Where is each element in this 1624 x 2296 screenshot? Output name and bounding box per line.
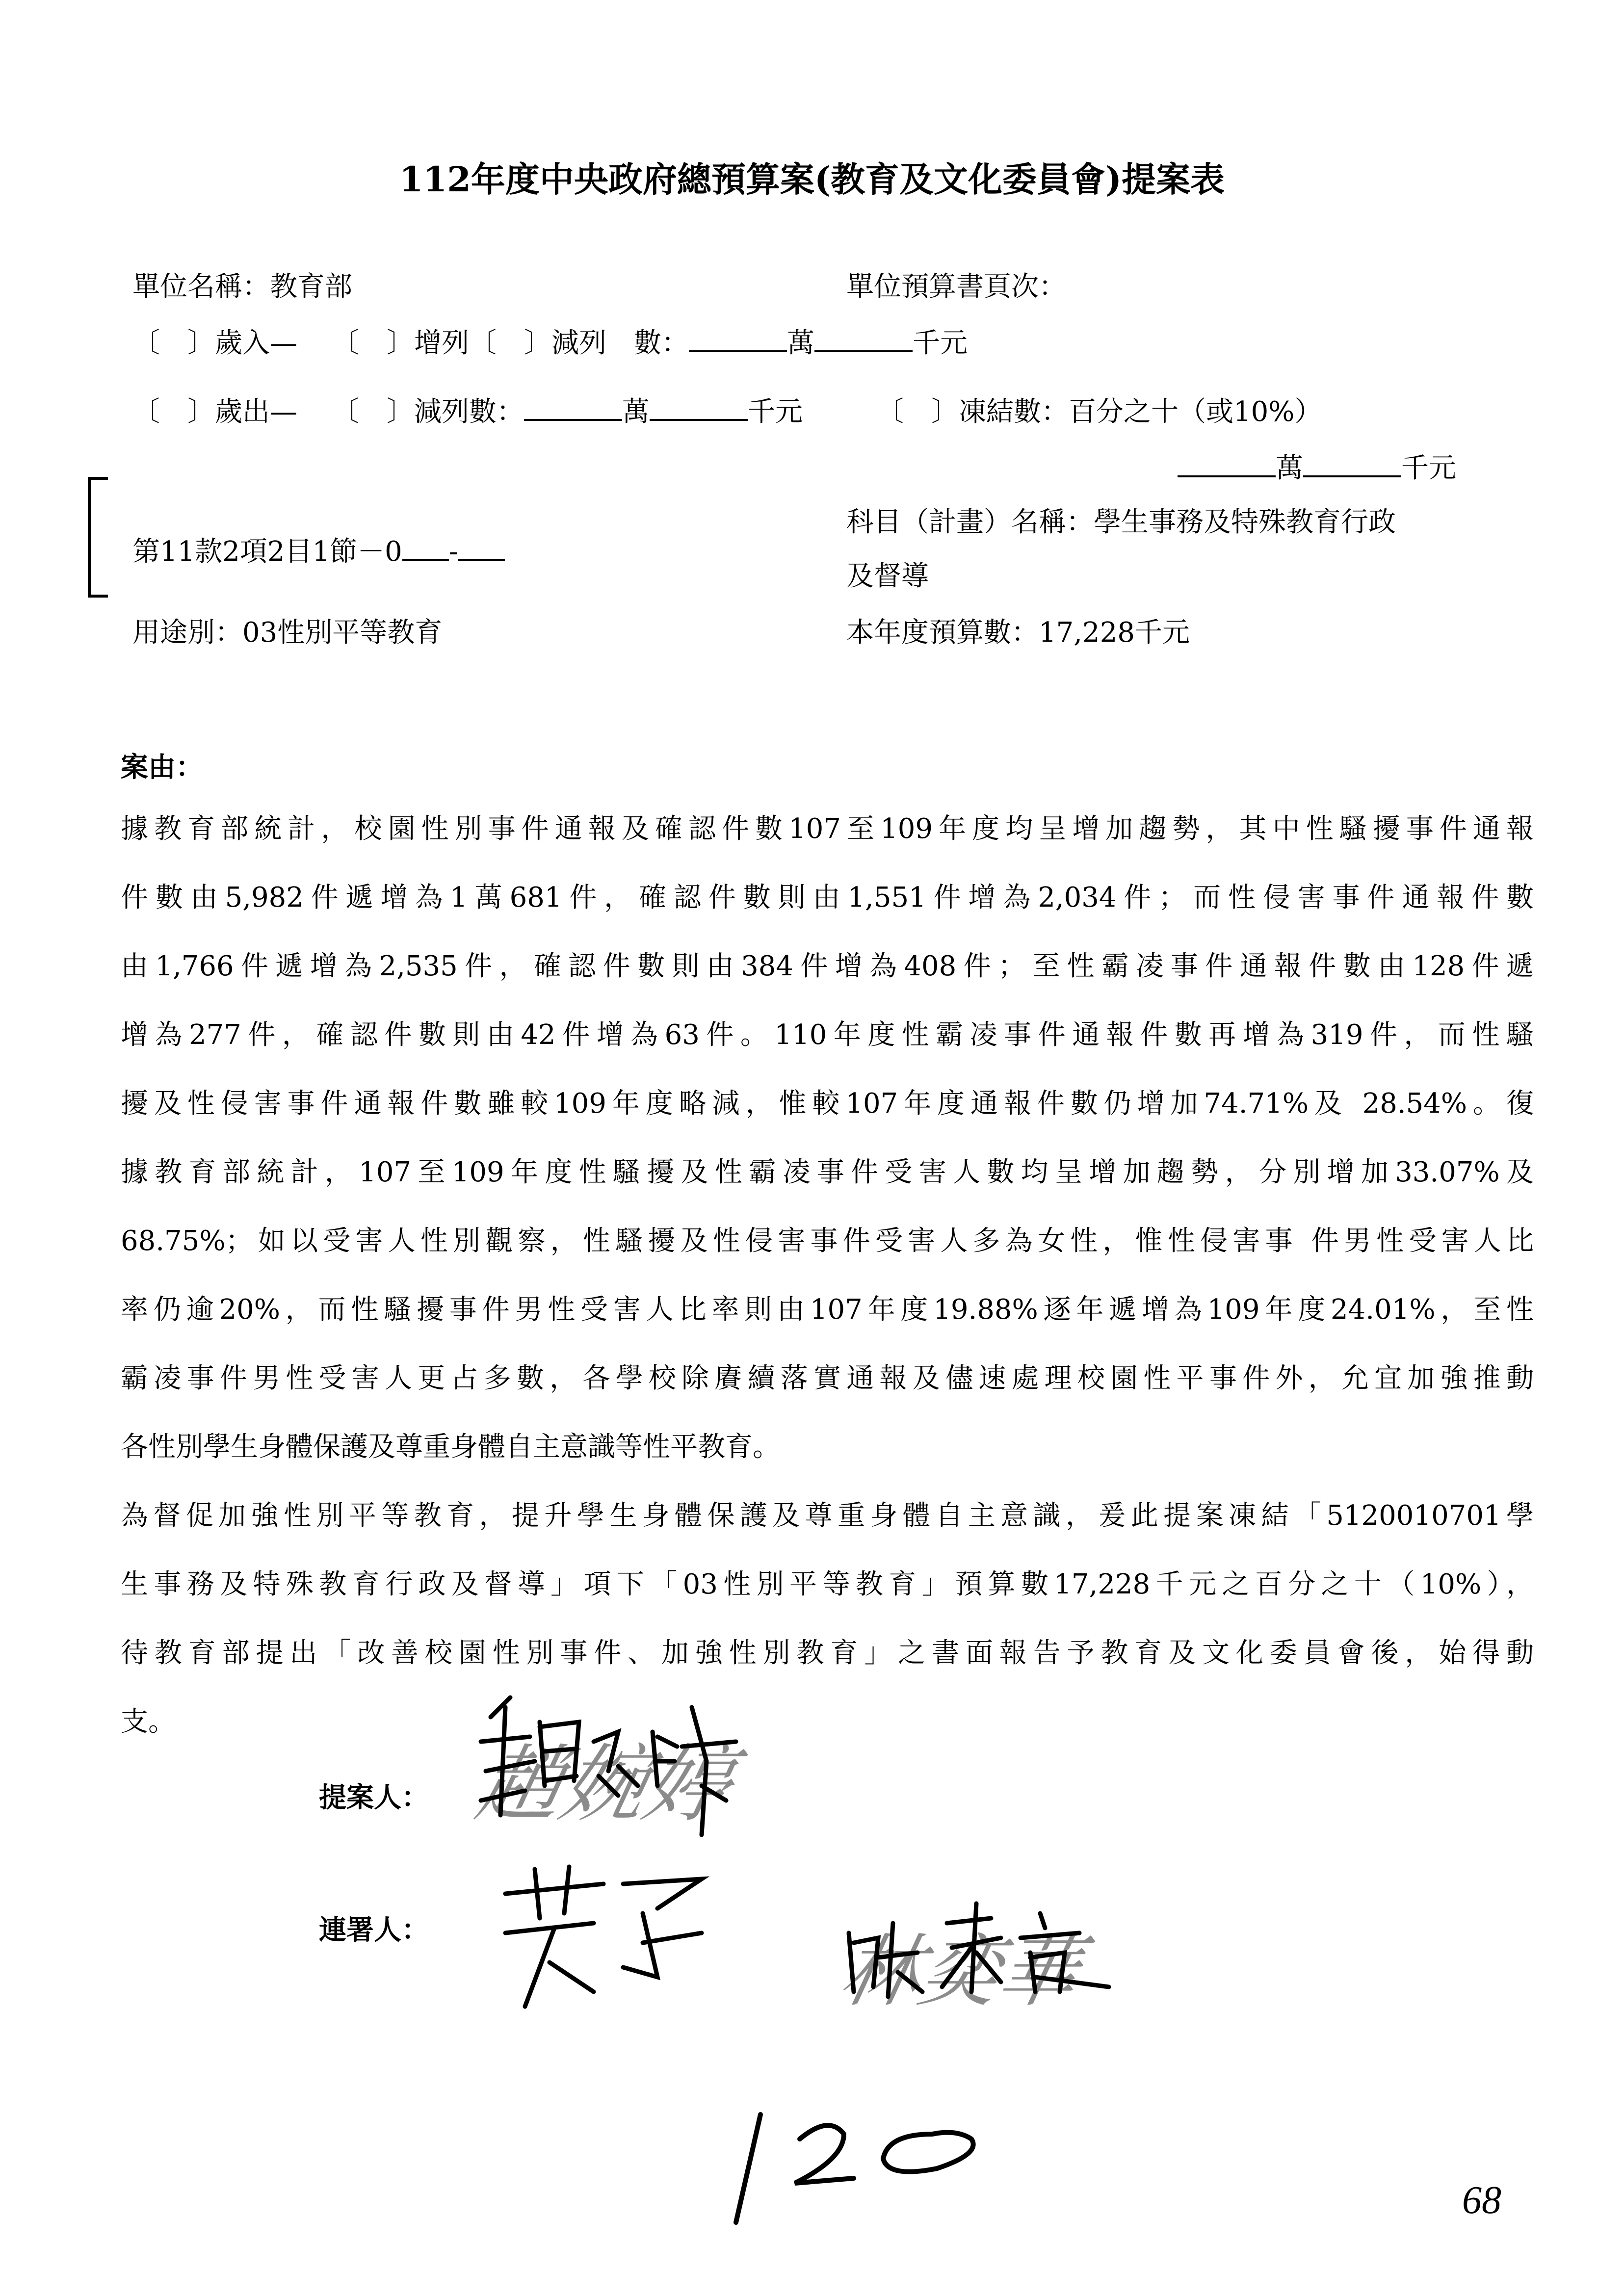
blank-field (1303, 456, 1401, 477)
cosigner-label: 連署人： (319, 1914, 429, 1946)
proposer-label: 提案人： (319, 1781, 429, 1814)
reason-line: 據教育部統計，校園性別事件通報及確認件數107至109年度均呈增加趨勢，其中性騷擾事件通報 (121, 813, 1534, 845)
cosigner-signature-1 (496, 1864, 770, 2021)
bracket-mark (83, 476, 113, 603)
blank-field (524, 399, 622, 421)
proposer-signature-text: 趙婉婷 (469, 1736, 740, 1833)
handwritten-number (726, 2105, 1001, 2232)
page-title: 112年度中央政府總預算案(教育及文化委員會)提案表 (399, 159, 1225, 200)
usage: 用途別：03性別平等教育 (132, 617, 443, 649)
section-code-text: 第11款2項2目1節－0 (132, 536, 402, 568)
reason-line: 支。 (121, 1706, 176, 1738)
section-code (132, 530, 505, 569)
revenue-checkbox: 〔 〕歲入— (132, 327, 297, 359)
qian-label: 千元 (748, 396, 803, 428)
expense-checkbox: 〔 〕歲出— (132, 396, 297, 428)
wan-label: 萬 (787, 327, 814, 359)
cosigner-signature-2 (834, 1894, 1178, 2021)
subject-line-1: 科目（計畫）名稱：學生事務及特殊教育行政 (846, 506, 1396, 538)
page-number: 68 (1462, 2179, 1501, 2222)
expense-reduce: 〔 〕減列數： (332, 396, 524, 428)
reason-line: 待教育部提出「改善校園性別事件、加強性別教育」之書面報告予教育及文化委員會後，始得動 (121, 1637, 1534, 1669)
freeze-amount (1178, 446, 1456, 486)
reason-line: 各性別學生身體保護及尊重身體自主意識等性平教育。 (121, 1431, 780, 1463)
expense-row (132, 390, 1322, 429)
wan-label: 萬 (622, 396, 650, 428)
budget-page: 單位預算書頁次： (846, 271, 1066, 303)
reason-line: 由1,766件遞增為2,535件，確認件數則由384件增為408件；至性霸凌事件通報件數由128件遞 (121, 950, 1534, 982)
blank-field (814, 331, 913, 352)
blank-field (458, 539, 505, 561)
cosigner-signature-2-text: 林奕華 (833, 1926, 1088, 2017)
qian-label: 千元 (913, 327, 968, 359)
freeze-option: 〔 〕凍結數：百分之十（或10%） (876, 396, 1322, 428)
blank-field (402, 539, 449, 561)
proposer-signature (471, 1688, 765, 1854)
reason-line: 霸凌事件男性受害人更占多數，各學校除賡續落實通報及儘速處理校園性平事件外，允宜加強推動 (121, 1362, 1534, 1394)
qian-label: 千元 (1401, 452, 1456, 484)
unit-name: 單位名稱：教育部 (132, 271, 352, 303)
reason-line: 件數由5,982件遞增為1萬681件，確認件數則由1,551件增為2,034件；而性侵害事件通報件數 (121, 882, 1534, 913)
reason-line: 68.75%；如以受害人性別觀察，性騷擾及性侵害事件受害人多為女性，惟性侵害事 件男性受害人比 (121, 1225, 1534, 1257)
blank-field (689, 331, 787, 352)
reason-label: 案由： (121, 751, 203, 783)
reason-line: 率仍逾20%，而性騷擾事件男性受害人比率則由107年度19.88%逐年遞增為109年度24.01%，至性 (121, 1294, 1534, 1326)
blank-field (650, 399, 748, 421)
budget-amount: 本年度預算數：17,228千元 (846, 617, 1190, 649)
subject-line-2: 及督導 (846, 560, 929, 592)
revenue-adjust: 〔 〕增列〔 〕減列 數： (332, 327, 689, 359)
reason-line: 擾及性侵害事件通報件數雖較109年度略減，惟較107年度通報件數仍增加74.71%及 28.54%。復 (121, 1088, 1534, 1120)
reason-line: 據教育部統計，107至109年度性騷擾及性霸凌事件受害人數均呈增加趨勢，分別增加33.07%及 (121, 1156, 1534, 1188)
reason-line: 生事務及特殊教育行政及督導」項下「03性別平等教育」預算數17,228千元之百分之十（10%）， (121, 1568, 1534, 1600)
wan-label: 萬 (1276, 452, 1303, 484)
reason-line: 增為277件，確認件數則由42件增為63件。110年度性霸凌事件通報件數再增為319件，而性騷 (121, 1019, 1534, 1051)
section-dash: - (448, 536, 458, 568)
revenue-row (132, 321, 968, 361)
reason-line: 為督促加強性別平等教育，提升學生身體保護及尊重身體自主意識，爰此提案凍結「5120010701學 (121, 1500, 1534, 1532)
blank-field (1178, 456, 1276, 477)
